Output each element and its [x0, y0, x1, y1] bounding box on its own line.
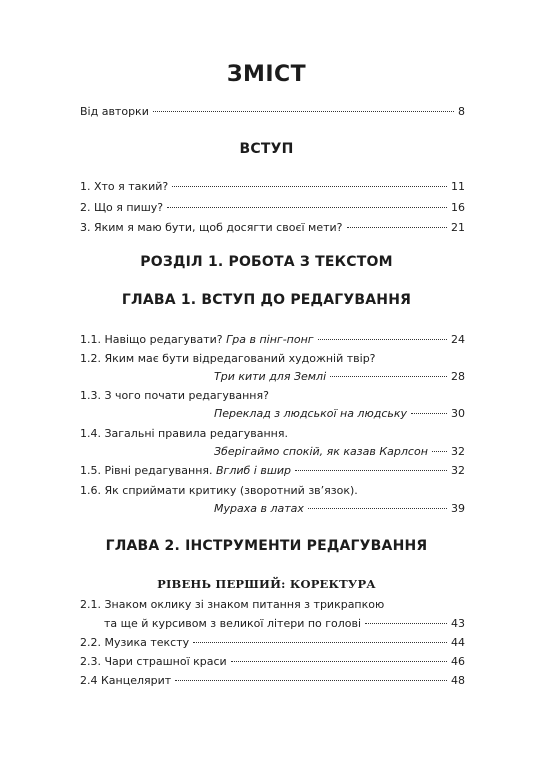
dot-leader: [411, 413, 447, 414]
toc-entry: [80, 636, 465, 650]
entry-label: 1.4. Загальні правила редагування.: [80, 427, 288, 440]
dot-leader: [308, 508, 447, 509]
dot-leader: [295, 470, 447, 471]
entry-page: 30: [451, 407, 465, 420]
entry-label-cont: та ще й курсивом з великої літери по голові: [104, 617, 362, 630]
entry-label: 1.2. Яким має бути відредагований художній твір?: [80, 352, 376, 365]
dot-leader: [432, 451, 447, 452]
dot-leader: [330, 376, 447, 377]
toc-entry: [104, 617, 465, 631]
entry-page: 48: [451, 674, 465, 687]
entry-page: 32: [451, 445, 465, 458]
dot-leader: [231, 661, 447, 662]
entry-label: Від авторки: [80, 105, 149, 118]
entry-subtitle: Вглиб і вшир: [216, 464, 292, 477]
toc-entry: [80, 221, 465, 235]
entry-label: 1. Хто я такий?: [80, 180, 169, 193]
dot-leader: [153, 111, 454, 112]
entry-label: 1.3. З чого почати редагування?: [80, 389, 269, 402]
dot-leader: [318, 339, 447, 340]
dot-leader: [193, 642, 447, 643]
toc-entry: [80, 674, 465, 688]
dot-leader: [172, 186, 447, 187]
level-heading: РІВЕНЬ ПЕРШИЙ: КОРЕКТУРА: [157, 577, 376, 591]
part1-heading: РОЗДІЛ 1. РОБОТА З ТЕКСТОМ: [140, 254, 393, 270]
entry-page: 28: [451, 370, 465, 383]
entry-label: 1.1. Навіщо редагувати? Гра в пінг-понг: [80, 333, 314, 346]
dot-leader: [347, 227, 448, 228]
dot-leader: [365, 623, 447, 624]
toc-entry: [80, 180, 465, 194]
toc-entry: [80, 655, 465, 669]
toc-entry: [80, 464, 465, 478]
entry-page: 24: [451, 333, 465, 346]
entry-page: 44: [451, 636, 465, 649]
chapter1-heading: ГЛАВА 1. ВСТУП ДО РЕДАГУВАННЯ: [121, 292, 412, 308]
entry-page: 43: [451, 617, 465, 630]
entry-page: 46: [451, 655, 465, 668]
entry-subtitle: Переклад з людської на людську: [214, 407, 408, 420]
dot-leader: [175, 680, 447, 681]
entry-subtitle: Гра в пінг-понг: [226, 333, 314, 346]
entry-label: 2.2. Музика тексту: [80, 636, 190, 649]
entry-page: 39: [451, 502, 465, 515]
chapter2-heading: ГЛАВА 2. ІНСТРУМЕНТИ РЕДАГУВАННЯ: [105, 538, 428, 554]
intro-heading: ВСТУП: [239, 141, 294, 157]
entry-label: 3. Яким я маю бути, щоб досягти своєї мети?: [80, 221, 343, 234]
entry-label: 2. Що я пишу?: [80, 201, 164, 214]
entry-label: 2.3. Чари страшної краси: [80, 655, 227, 668]
entry-page: 32: [451, 464, 465, 477]
dot-leader: [167, 207, 447, 208]
entry-label: 1.6. Як сприймати критику (зворотний зв’язок).: [80, 484, 358, 497]
entry-subtitle: Три кити для Землі: [214, 370, 327, 383]
toc-entry: [80, 333, 465, 347]
toc-entry-foreword: [80, 105, 465, 119]
toc-entry: [214, 370, 465, 384]
entry-page: 8: [458, 105, 465, 118]
toc-entry: [214, 407, 465, 421]
entry-label: 2.1. Знаком оклику зі знаком питання з трикрапкою: [80, 598, 385, 611]
toc-entry: [80, 201, 465, 215]
entry-subtitle: Мураха в латах: [214, 502, 304, 515]
toc-entry: [214, 445, 465, 459]
page-title: ЗМІСТ: [226, 62, 307, 87]
entry-page: 16: [451, 201, 465, 214]
entry-page: 11: [451, 180, 465, 193]
entry-page: 21: [451, 221, 465, 234]
entry-subtitle: Зберігаймо спокій, як казав Карлсон: [214, 445, 428, 458]
entry-label: 2.4 Канцелярит: [80, 674, 172, 687]
toc-entry: [214, 502, 465, 516]
entry-label: 1.5. Рівні редагування. Вглиб і вшир: [80, 464, 292, 477]
